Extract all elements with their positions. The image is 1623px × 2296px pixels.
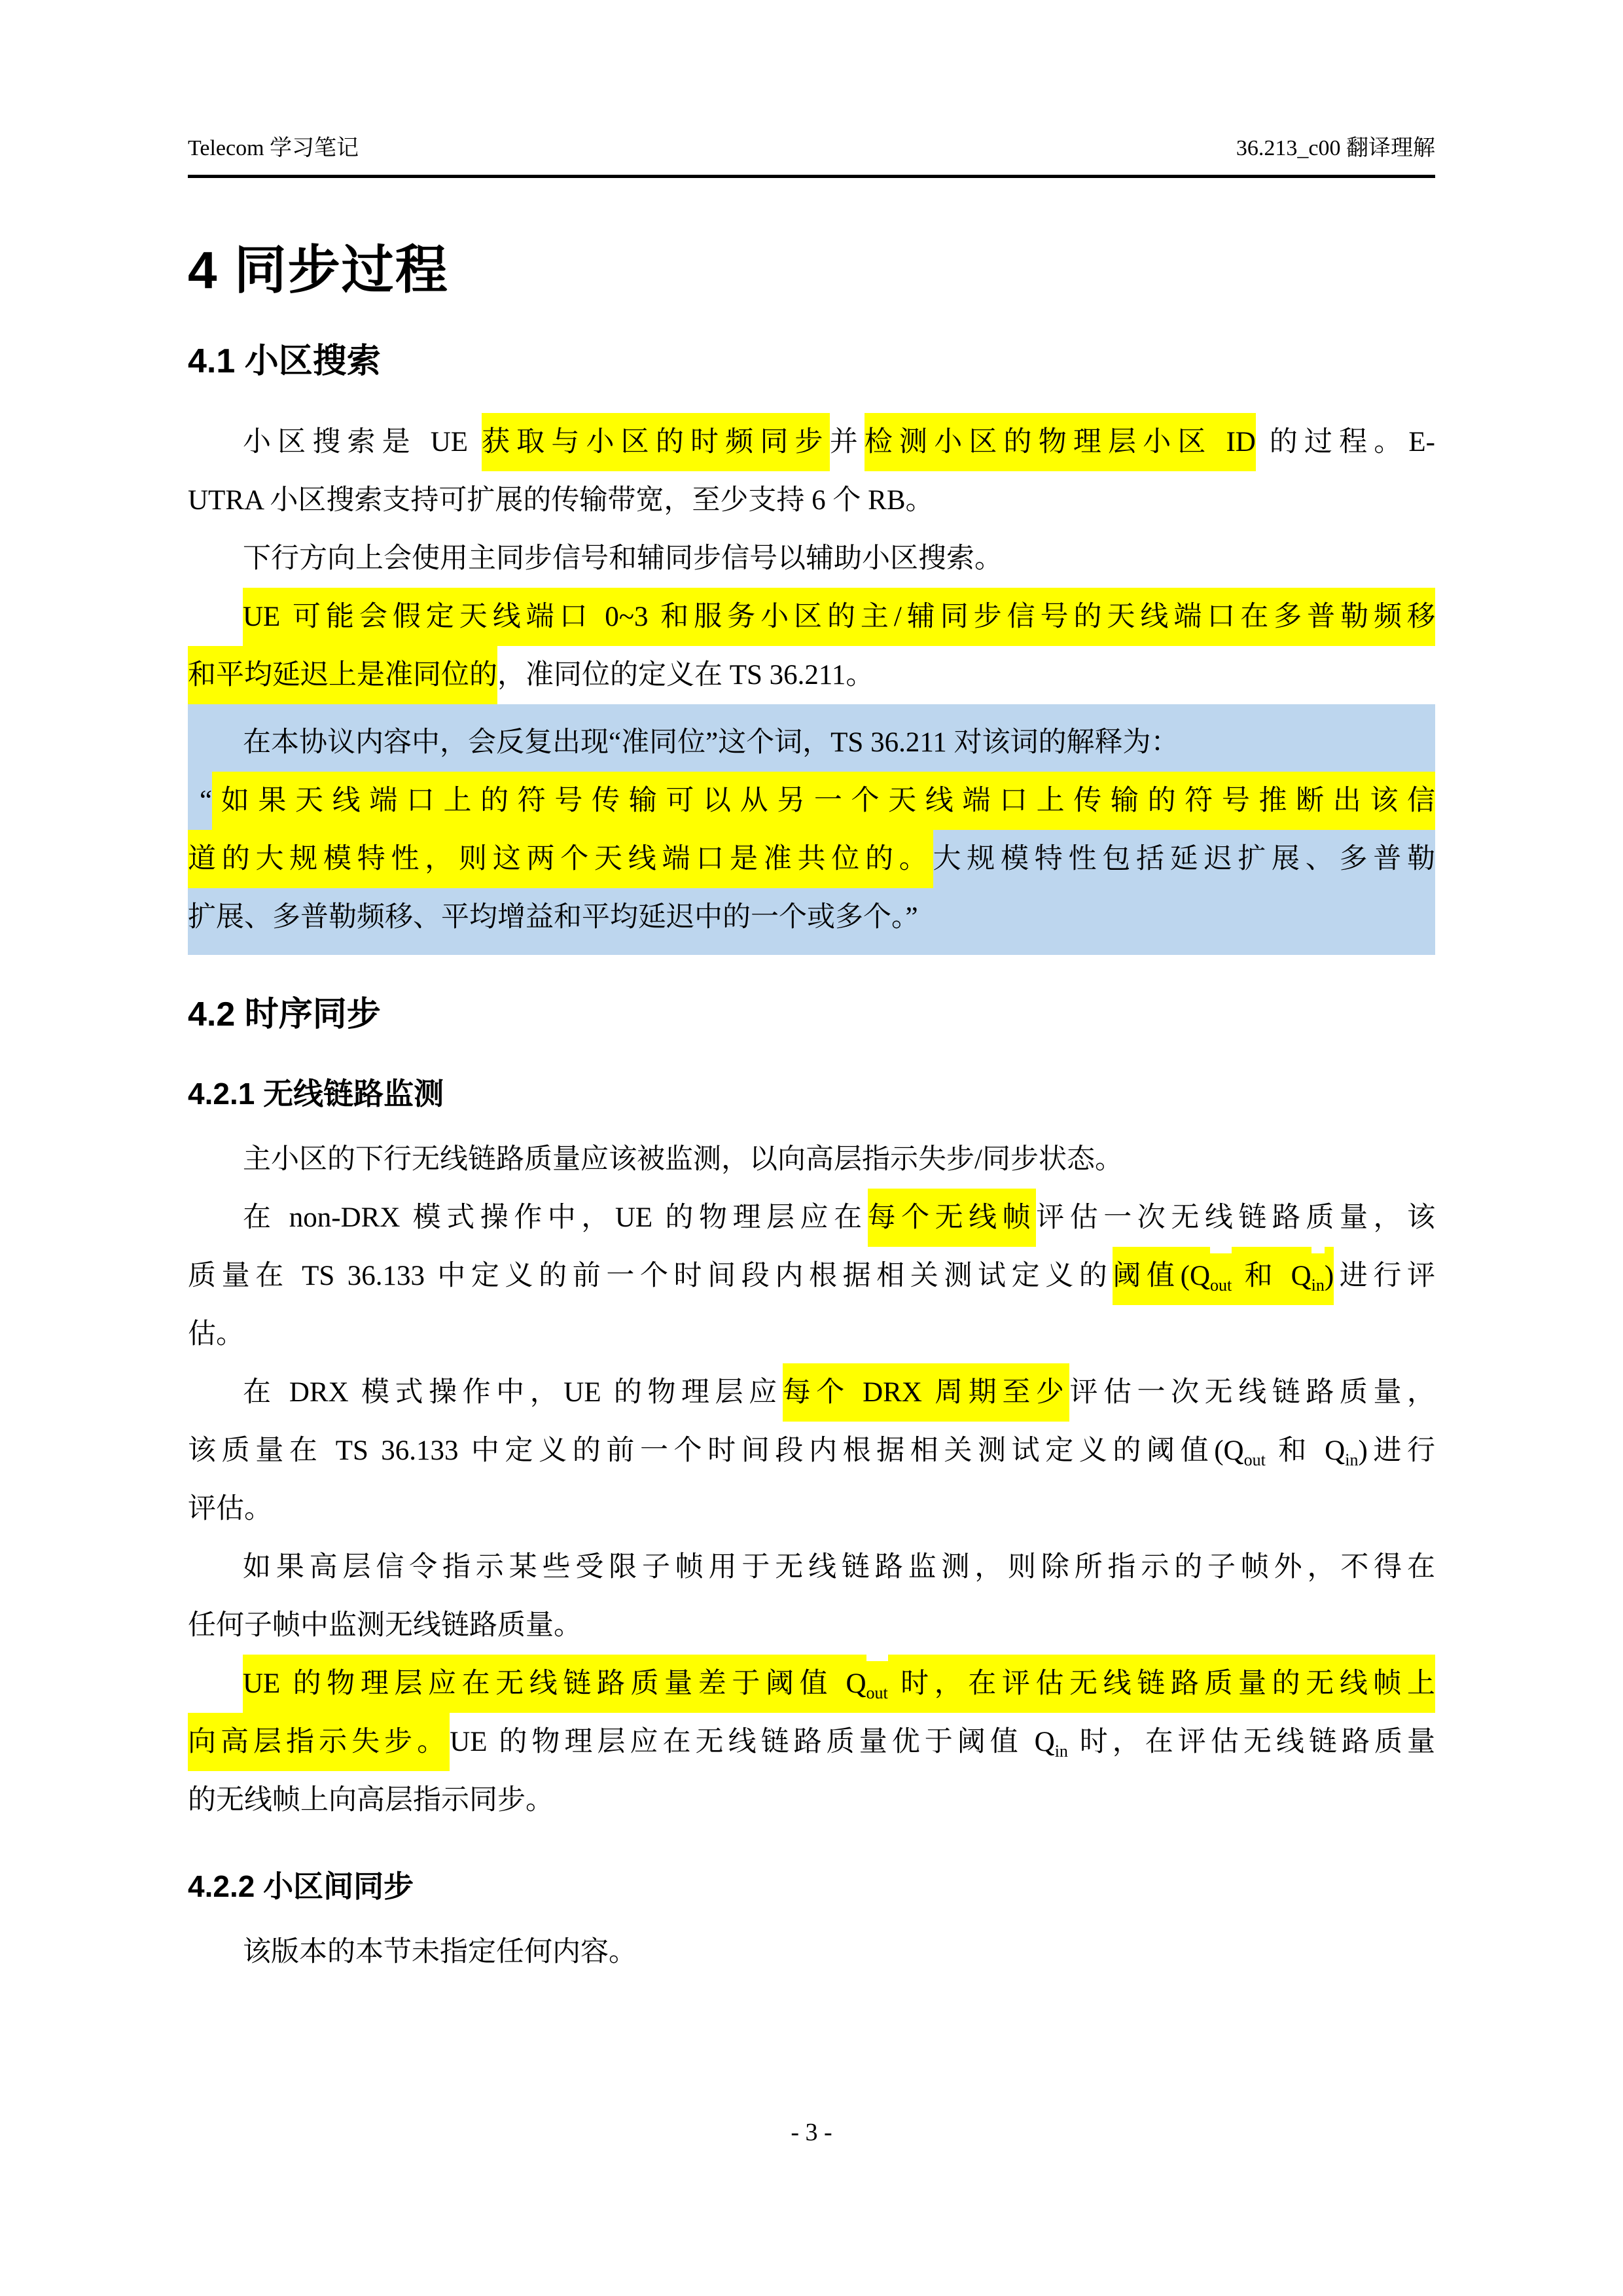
- paragraph-block: [188, 1130, 1435, 1189]
- subscript-text: in: [1345, 1450, 1359, 1470]
- text-run: 小区搜索是 UE: [243, 426, 482, 457]
- heading-h2: 4.1 小区搜索: [188, 342, 381, 381]
- text-line: [188, 713, 1435, 772]
- text-run: 如果高层信令指示某些受限子帧用于无线链路监测，则除所指示的子帧外，不得在: [243, 1552, 1435, 1583]
- text-line: [188, 1189, 1435, 1247]
- highlighted-text: UE 的物理层应在无线链路质量差于阈值 Q: [243, 1655, 866, 1713]
- highlighted-subscript: out: [866, 1661, 888, 1713]
- text-run: 扩展、多普勒频移、平均增益和平均延迟中的一个或多个。”: [188, 901, 918, 933]
- text-line: [188, 646, 1435, 704]
- highlighted-text: 如果天线端口上的符号传输可以从另一个天线端口上传输的符号推断出该信: [212, 772, 1435, 830]
- text-line: [188, 1130, 1435, 1189]
- text-run: 该版本的本节未指定任何内容。: [243, 1937, 637, 1968]
- text-run: 估。: [188, 1319, 244, 1350]
- text-line: [188, 1655, 1435, 1713]
- text-run: 任何子帧中监测无线链路质量。: [188, 1610, 582, 1641]
- highlighted-text: 道的大规模特性，则这两个天线端口是准共位的。: [188, 830, 933, 888]
- heading-h3: 4.2.1 无线链路监测: [188, 1077, 444, 1111]
- text-line: [188, 1771, 1435, 1829]
- highlighted-subscript: out: [1210, 1253, 1232, 1305]
- highlighted-subscript: in: [1311, 1253, 1325, 1305]
- text-run: ，准同位的定义在 TS 36.211。: [497, 659, 874, 691]
- paragraph-block: [188, 1363, 1435, 1538]
- text-line: [188, 888, 1435, 946]
- highlighted-text: 阈值(Q: [1113, 1247, 1210, 1305]
- document-blocks: [188, 238, 1435, 1982]
- highlighted-text: 和平均延迟上是准同位的: [188, 646, 497, 704]
- paragraph-block: [188, 1538, 1435, 1655]
- paragraph-block: [188, 413, 1435, 529]
- paragraph-block: [188, 588, 1435, 704]
- paragraph-block: [188, 1189, 1435, 1363]
- text-run: “: [200, 785, 213, 816]
- highlighted-text: 向高层指示失步。: [188, 1713, 450, 1771]
- text-line: [188, 1363, 1435, 1422]
- paragraph-block: [188, 1655, 1435, 1829]
- text-run: )进行: [1358, 1435, 1435, 1467]
- text-run: 主小区的下行无线链路质量应该被监测，以向高层指示失步/同步状态。: [243, 1144, 1123, 1175]
- header-left-title: Telecom 学习笔记: [188, 136, 359, 160]
- paragraph-block: [188, 529, 1435, 588]
- text-line: [188, 471, 1435, 529]
- text-run: 评估一次无线链路质量，: [1069, 1377, 1435, 1408]
- text-run: 并: [829, 426, 865, 457]
- text-run: 进行评: [1334, 1261, 1435, 1292]
- text-run: UE 的物理层应在无线链路质量优于阈值 Q: [450, 1727, 1055, 1758]
- text-run: 质量在 TS 36.133 中定义的前一个时间段内根据相关测试定义的: [188, 1261, 1113, 1292]
- text-run: 评估一次无线链路质量，该: [1036, 1202, 1435, 1234]
- highlighted-text: 每个 DRX 周期至少: [783, 1363, 1070, 1422]
- text-run: 在本协议内容中，会反复出现“准同位”这个词，TS 36.211 对该词的解释为：: [243, 726, 1179, 758]
- text-run: 下行方向上会使用主同步信号和辅同步信号以辅助小区搜索。: [243, 543, 1003, 574]
- subscript-text: in: [1054, 1742, 1068, 1761]
- highlighted-text: 获取与小区的时频同步: [482, 413, 830, 471]
- text-run: 在 non-DRX 模式操作中，UE 的物理层应在: [243, 1202, 868, 1234]
- paragraph-block: [188, 1923, 1435, 1981]
- heading-h3: 4.2.2 小区间同步: [188, 1869, 414, 1904]
- heading-h2: 4.2 时序同步: [188, 995, 381, 1033]
- text-line: [188, 529, 1435, 588]
- text-run: 和 Q: [1265, 1435, 1346, 1467]
- text-run: 评估。: [188, 1494, 272, 1525]
- heading-h1: 4 同步过程: [188, 240, 449, 299]
- highlighted-text: 时，在评估无线链路质量的无线帧上: [888, 1655, 1435, 1713]
- text-line: [188, 1713, 1435, 1771]
- text-run: 的无线帧上向高层指示同步。: [188, 1785, 554, 1816]
- subscript-text: out: [1243, 1450, 1266, 1470]
- text-run: 该质量在 TS 36.133 中定义的前一个时间段内根据相关测试定义的阈值(Q: [188, 1435, 1244, 1467]
- page-number: - 3 -: [791, 2119, 832, 2146]
- text-line: [188, 772, 1435, 830]
- text-line: [188, 413, 1435, 471]
- text-line: [188, 1596, 1435, 1655]
- header-right-title: 36.213_c00 翻译理解: [1236, 136, 1435, 160]
- highlighted-text: 每个无线帧: [868, 1189, 1037, 1247]
- text-line: [188, 830, 1435, 888]
- highlighted-text: 和 Q: [1232, 1247, 1311, 1305]
- text-run: 大规模特性包括延迟扩展、多普勒: [933, 843, 1435, 874]
- highlighted-text: UE 可能会假定天线端口 0~3 和服务小区的主/辅同步信号的天线端口在多普勒频移: [243, 588, 1435, 646]
- note-block: [188, 704, 1435, 955]
- text-line: [188, 1538, 1435, 1596]
- text-run: UTRA 小区搜索支持可扩展的传输带宽，至少支持 6 个 RB。: [188, 484, 934, 516]
- text-line: [188, 1480, 1435, 1538]
- page-header: [188, 0, 1435, 178]
- highlighted-text: 检测小区的物理层小区 ID: [865, 413, 1256, 471]
- text-run: 在 DRX 模式操作中，UE 的物理层应: [243, 1377, 783, 1408]
- text-line: [188, 1923, 1435, 1981]
- text-line: [188, 1422, 1435, 1480]
- text-line: [188, 588, 1435, 646]
- highlighted-text: ): [1325, 1247, 1334, 1305]
- text-run: 的过程。E-: [1255, 426, 1435, 457]
- text-line: [188, 1247, 1435, 1305]
- text-line: [188, 1305, 1435, 1363]
- text-run: 时，在评估无线链路质量: [1067, 1727, 1435, 1758]
